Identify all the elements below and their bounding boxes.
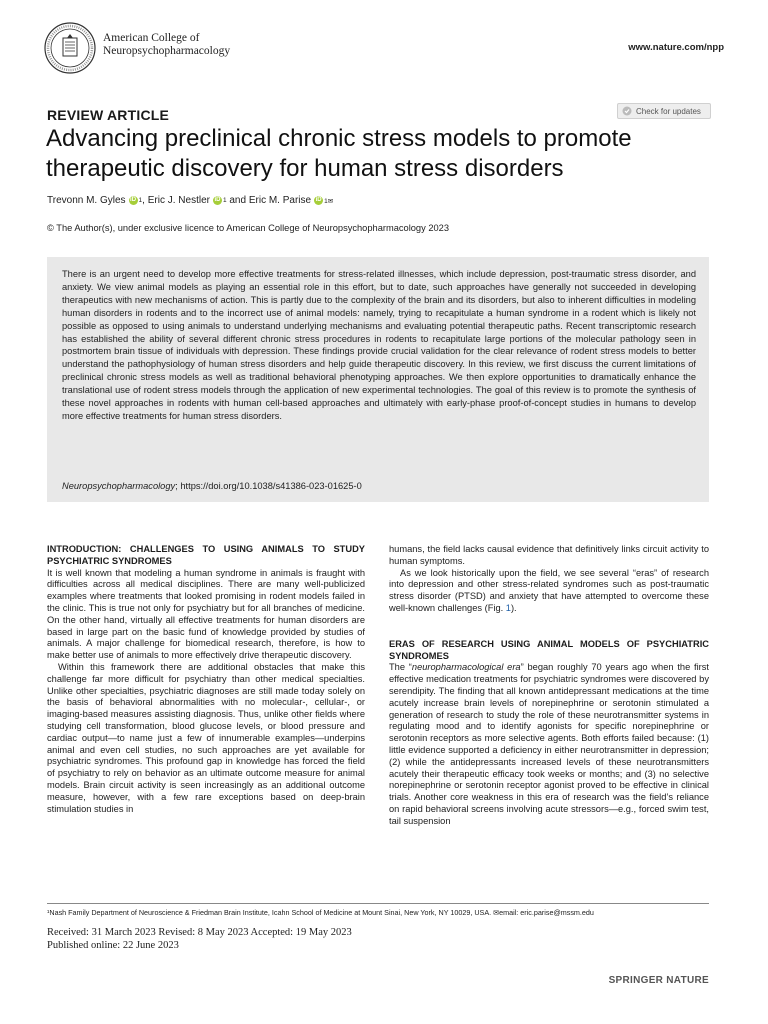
author-affiliation-marker: 1✉ bbox=[324, 197, 334, 205]
orcid-icon[interactable]: iD bbox=[315, 197, 322, 203]
body-paragraph: humans, the field lacks causal evidence that definitively links circuit activity to human symptoms. bbox=[389, 544, 709, 566]
check-updates-icon bbox=[622, 106, 632, 116]
section-heading: ERAS OF RESEARCH USING ANIMAL MODELS OF PSYCHIATRIC SYNDROMES bbox=[389, 638, 709, 661]
journal-name-line1: American College of bbox=[103, 32, 200, 44]
journal-name-line2: Neuropsychopharmacology bbox=[103, 45, 231, 57]
author-name[interactable]: Eric M. Parise bbox=[248, 195, 312, 206]
author-name[interactable]: Eric J. Nestler bbox=[147, 195, 210, 206]
body-paragraph: It is well known that modeling a human syndrome in animals is fraught with difficulties across all medical disciplines. There are many well-publicized examples where treatments that looked promising in rodent models failed in the clinic. This is true not only for psychiatry but for all branches of medicine. On the other hand, virtually all effective treatments for human disorders are based in large part on the basic fund of knowledge provided by studies of animals. A major challenge for biomedical research, therefore, is how to make better use of animals to more effectively drive therapeutic discovery. bbox=[47, 567, 365, 661]
footnote-divider bbox=[47, 903, 709, 904]
author-affiliation-marker: 1 bbox=[138, 197, 143, 204]
abstract-text: There is an urgent need to develop more effective treatments for stress-related illnesses, which include depression, post-traumatic stress disorder, and anxiety. We view animal models as playing an essential role in this effort, but to date, such approaches have generally not succeeded in developing therapeutics with new mechanisms of action. This is partly due to the complexity of the brain and its disorders, but also to inherent difficulties in modeling human disorders in rodents and to the incorrect use of animal models: namely, trying to recapitulate a human syndrome in a rodent which is likely not possible as opposed to using animals to understand underlying mechanisms and evaluating potential therapeutic paths. Recent transcriptomic research has established the ability of several different chronic stress procedures in rodents to recapitulate large portions of the molecular pathology seen in postmortem brain tissue of individuals with depression. These findings provide crucial validation for the clear relevance of rodent stress models to better understand the pathophysiology of human stress disorders and help guide therapeutic discovery. In this review, we first discuss the current limitations of preclinical chronic stress models as well as traditional behavioral phenotyping approaches. We then explore opportunities to dramatically enhance the translational use of rodent stress models through the application of new experimental technologies. The goal of this review is to promote the synthesis of these novel approaches in rodents with human cell-based approaches and ultimately with early-phase proof-of-concept studies in humans to develop more effective treatments for human stress disorders. bbox=[62, 269, 696, 421]
published-date: Published online: 22 June 2023 bbox=[47, 939, 179, 951]
body-paragraph bbox=[389, 662, 709, 827]
figure-1-link[interactable]: 1 bbox=[505, 602, 511, 613]
body-paragraph: Within this framework there are additional obstacles that make this challenge far more difficult for psychiatry than other medical specialties. Unlike other specialties, psychiatric diagnoses are still made today solely on the basis of behavioral abnormalities with no molecular-, cellular-, or imaging-based measures assisting diagnosis. Thus, unlike other fields where studying cell transformation, blood glucose levels, or blood pressure and cardiac output—to name just a few of innumerable examples—underpins animal and even cell studies, no such approaches are yet available for psychiatric syndromes. This profound gap in knowledge has forced the field of psychiatry to rely on behavior as an ultimate outcome measure for animal models. Brain circuit activity is seen increasingly as an additional outcome measure, however, with a few rare exceptions based on deep-brain stimulation studies in bbox=[47, 661, 365, 814]
orcid-icon[interactable]: iD bbox=[130, 197, 137, 203]
journal-url-link[interactable]: www.nature.com/npp bbox=[628, 42, 724, 53]
author-list bbox=[47, 195, 333, 206]
publisher-logo: SPRINGER NATURE bbox=[608, 975, 709, 986]
citation-doi-link[interactable]: ; https://doi.org/10.1038/s41386-023-01625-0 bbox=[175, 481, 362, 491]
journal-name bbox=[103, 32, 230, 58]
paragraph-text: As we look historically upon the field, we see several “eras” of research into depression and other stress-related syndromes such as post-traumatic stress disorder (PTSD) and anxiety that have attempted to overcome these well-known challenges (Fig. bbox=[389, 567, 709, 613]
citation-journal: Neuropsychopharmacology bbox=[62, 481, 176, 491]
paragraph-text: ). bbox=[510, 602, 517, 613]
emphasis-text: neuropharmacological era bbox=[411, 662, 521, 673]
check-for-updates-button[interactable] bbox=[617, 103, 711, 119]
author-name[interactable]: Trevonn M. Gyles bbox=[47, 195, 126, 206]
body-paragraph bbox=[389, 568, 709, 615]
affiliation-footnote: ¹Nash Family Department of Neuroscience & Friedman Brain Institute, Icahn School of Medicine at Mount Sinai, New York, NY 10029, USA. ✉email: eric.parise@mssm.edu bbox=[47, 908, 594, 917]
copyright-line: © The Author(s), under exclusive licence to American College of Neuropsychopharmacology 2023 bbox=[47, 223, 450, 233]
author-separator: and bbox=[226, 195, 249, 206]
body-left-column bbox=[47, 544, 365, 815]
author-separator: , bbox=[142, 195, 148, 206]
paragraph-text: The “ bbox=[389, 662, 412, 673]
orcid-icon[interactable]: iD bbox=[214, 197, 221, 203]
check-updates-label: Check for updates bbox=[636, 106, 701, 116]
article-title: Advancing preclinical chronic stress models to promote therapeutic discovery for human stress disorders bbox=[46, 125, 632, 182]
section-heading: INTRODUCTION: CHALLENGES TO USING ANIMALS TO STUDY PSYCHIATRIC SYNDROMES bbox=[47, 544, 365, 566]
article-type-label: REVIEW ARTICLE bbox=[47, 107, 170, 123]
body-right-column bbox=[389, 544, 709, 828]
citation-line bbox=[62, 481, 362, 491]
author-affiliation-marker: 1 bbox=[222, 197, 227, 204]
acnp-seal-logo bbox=[44, 22, 96, 74]
publication-dates bbox=[47, 927, 352, 952]
paragraph-text: ” began roughly 70 years ago when the first effective medication treatments for psychiatric syndromes were discovered by serendipity. The finding that all known antidepressant medications at the time acutely increase brain levels of norepinephrine or serotonin stimulated a generation of research to study the role of these neurotransmitter systems in regulating mood and to identify agonists for specific norepinephrine or serotonin receptors as more selective agents. Both efforts failed because: (1) little evidence supported a deficiency in either neurotransmitter in depression; (2) while the antidepressants increased levels of these neurotransmitters acutely their therapeutic efficacy took weeks or months; and (3) no selective norepinephrine or serotonin receptor agonist proved to be effective in clinical trials. Another core weakness in this era of research was the field’s reliance on rapid behavioral screens involving acute stressors—e.g., forced swim test, tail suspension bbox=[389, 662, 709, 826]
received-dates: Received: 31 March 2023 Revised: 8 May 2023 Accepted: 19 May 2023 bbox=[47, 927, 352, 938]
